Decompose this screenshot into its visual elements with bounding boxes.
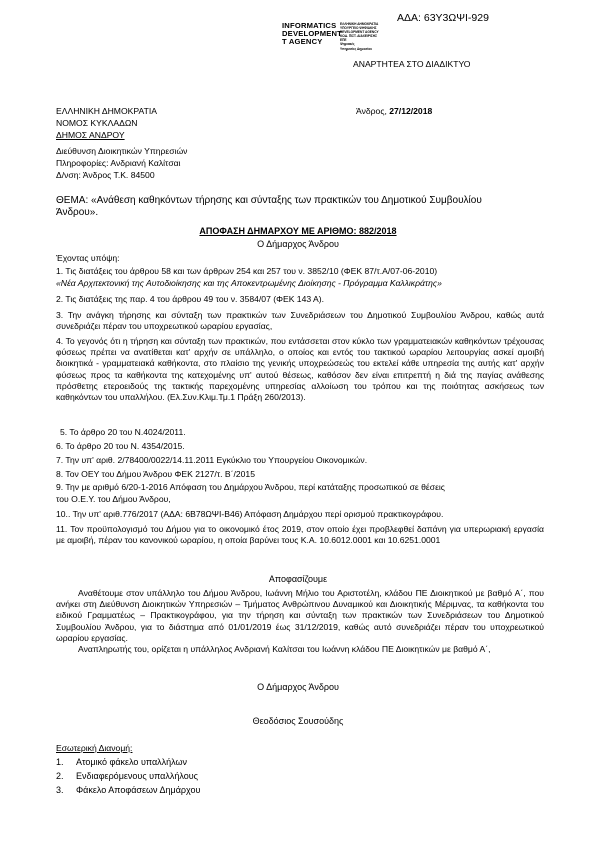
consideration-9: 9. Την με αριθμό 6/20-1-2016 Απόφαση του Δημάρχου Άνδρου, περί κατάταξης προσωπικού σε θέσεις	[56, 482, 445, 492]
distribution-item: 2. Ενδιαφερόμενους υπαλλήλους	[56, 771, 198, 781]
decide-heading: Αποφασίζουμε	[268, 574, 328, 584]
consideration-5: 5. Το άρθρο 20 του Ν.4024/2011.	[60, 427, 186, 437]
consideration-8: 8. Τον ΟΕΥ του Δήμου Άνδρου ΦΕΚ 2127/τ. Β΄/2015	[56, 469, 255, 479]
consideration-9-cont: του Ο.Ε.Υ. του Δήμου Άνδρου,	[56, 494, 171, 504]
consideration-1: 1. Τις διατάξεις του άρθρου 58 και των άρθρων 254 και 257 του ν. 3852/10 (ΦΕΚ 87/τ.Α/07-06-2010)	[56, 266, 438, 276]
consideration-10: 10.. Την υπ' αριθ.776/2017 (ΑΔΑ: 6Β78ΩΨΙ-Β46) Απόφαση Δημάρχου περί ορισμού πρακτικογράφου.	[56, 509, 444, 519]
decision-title: ΑΠΟΦΑΣΗ ΔΗΜΑΡΧΟΥ ΜΕ ΑΡΙΘΜΟ: 882/2018	[199, 226, 397, 236]
subject-label: ΘΕΜΑ:	[56, 195, 89, 206]
logo-text-line: T AGENCY	[282, 37, 323, 47]
header-prefecture: ΝΟΜΟΣ ΚΥΚΛΑΔΩΝ	[56, 118, 138, 128]
consideration-7: 7. Την υπ' αριθ. 2/78400/0022/14.11.2011 Εγκύκλιο του Υπουργείου Οικονομικών.	[56, 455, 368, 465]
document-date: Άνδρος, 27/12/2018	[356, 106, 433, 116]
logo-small-text: ΕΛΛΗΝΙΚΗ ΔΗΜΟΚΡΑΤΙΑ ΥΠΟΥΡΓΕΙΟ ΨΗΦΙΑΚΗΣ DEVELOPMENT AGENCY ΚΩΔ. ΠΙΣΤ. ΔΙΑΧΕΙΡΙΣΗΣ ΕΠΕ Ψηφιακές Υπηρεσίες Δημοσίου	[340, 22, 379, 51]
header-contact: Πληροφορίες: Ανδριανή Καλίτσαι	[56, 158, 181, 168]
header-municipality: ΔΗΜΟΣ ΑΝΔΡΟΥ	[56, 130, 125, 140]
logo-text-line: DEVELOPMENT	[282, 29, 343, 39]
signature-name: Θεοδόσιος Σουσούδης	[252, 716, 344, 726]
signature-title: Ο Δήμαρχος Άνδρου	[257, 682, 339, 692]
consideration-2: 2. Τις διατάξεις της παρ. 4 του άρθρου 49 του ν. 3584/07 (ΦΕΚ 143 Α).	[56, 294, 325, 304]
considering-label: Έχοντας υπόψη:	[56, 253, 120, 263]
decision-paragraph: Αναθέτουμε στον υπάλληλο του Δήμου Άνδρου, Ιωάννη Μήλιο του Αριστοτέλη, κλάδου ΠΕ Διοικητικού με βαθμό Α΄, που ανήκει στη Διεύθυνση Διοικητικών Υπηρεσιών – Τμήματος Ανθρώπινου Δυναμικού και Διοικητικής Μέριμνας, τα καθήκοντα του ειδικού Γραμματέως – Πρακτικογράφου, για την τήρηση και σύνταξη των πρακτικών των Συνεδριάσεων του Δημοτικού Συμβουλίου Άνδρου, για το διάστημα από 01/01/2019 έως 31/12/2019, καθώς αυτό συνεδριάζει πέραν του υποχρεωτικού ωραρίου εργασίας.	[56, 588, 544, 643]
deputy-paragraph: Αναπληρωτής του, ορίζεται η υπάλληλος Ανδριανή Καλίτσαι του Ιωάννη κλάδου ΠΕ Διοικητικών με βαθμό Α΄,	[78, 644, 491, 654]
subject-text: «Ανάθεση καθηκόντων τήρησης και σύνταξης των πρακτικών του Δημοτικού Συμβουλίου	[91, 195, 482, 206]
consideration-1-title: «Νέα Αρχιτεκτονική της Αυτοδιοίκησης και της Αποκεντρωμένης Διοίκησης - Πρόγραμμα Καλλικράτης»	[56, 278, 442, 288]
distribution-title: Εσωτερική Διανομή:	[56, 743, 133, 753]
ada-code: ΑΔΑ: 63Υ3ΩΨΙ-929	[397, 12, 489, 24]
header-department: Διεύθυνση Διοικητικών Υπηρεσιών	[56, 146, 188, 156]
mayor-heading: Ο Δήμαρχος Άνδρου	[257, 239, 339, 249]
subject	[56, 195, 544, 219]
logo-text-line: INFORMATICS	[282, 21, 337, 30]
header-republic: ΕΛΛΗΝΙΚΗ ΔΗΜΟΚΡΑΤΙΑ	[56, 106, 157, 116]
header-address: Δ/νση: Άνδρος Τ.Κ. 84500	[56, 170, 155, 180]
consideration-3: 3. Την ανάγκη τήρησης και σύνταξη των πρακτικών των Συνεδριάσεων του Δημοτικού Συμβουλίου Άνδρου, καθώς αυτά συνεδριάζει πέραν του υποχρεωτικού ωραρίου εργασίας,	[56, 310, 544, 332]
consideration-4: 4. Το γεγονός ότι η τήρηση και σύνταξη των πρακτικών, που εντάσσεται στον κύκλο των γραμματειακών καθηκόντων τρέχουσας φύσεως πρέπει να ανατίθεται κατ' αρχήν σε υπάλληλο, ο οποίος και εντός του τακτικού ωραρίου λειτουργίας ασκεί αμοιβή διοικητικά - γραμματειακά καθήκοντα, στο πλαίσιο της γενικής υποχρεώσεώς του εκτελεί κάθε υπηρεσία της αυτής κατ' αρχήν φύσεως προς τα καθήκοντα της κατεχομένης υπ' αυτού θέσεως, καθόσον δεν είναι επιτρεπτή η διά της παγίας ανάθεσης πρόσθετης ετεροειδούς της τακτικής παρεχομένης υπηρεσίας αλλοίωση του τρόπου και της ποιότητας ασκήσεως των καθηκόντων του υπαλλήλου. (Ελ.Συν.Κλιμ.Τμ.1 Πράξη 260/2013).	[56, 336, 544, 403]
distribution-item: 1. Ατομικό φάκελο υπαλλήλων	[56, 757, 188, 767]
agency-logo	[282, 21, 379, 51]
consideration-6: 6. Το άρθρο 20 του Ν. 4354/2015.	[56, 441, 185, 451]
posted-online-notice: ΑΝΑΡΤΗΤΕΑ ΣΤΟ ΔΙΑΔΙΚΤΥΟ	[353, 59, 471, 69]
consideration-11: 11. Τον προϋπολογισμό του Δήμου για το οικονομικό έτος 2019, στον οποίο έχει προβλεφθεί δαπάνη για υπερωριακή εργασία με αμοιβή, πέραν του κανονικού ωραρίου, η οποία βαρύνει τους Κ.Α. 10.6012.0001 και 10.6251.0001	[56, 524, 544, 546]
subject-text-cont: Άνδρου».	[56, 207, 99, 218]
distribution-item: 3. Φάκελο Αποφάσεων Δημάρχου	[56, 785, 201, 795]
